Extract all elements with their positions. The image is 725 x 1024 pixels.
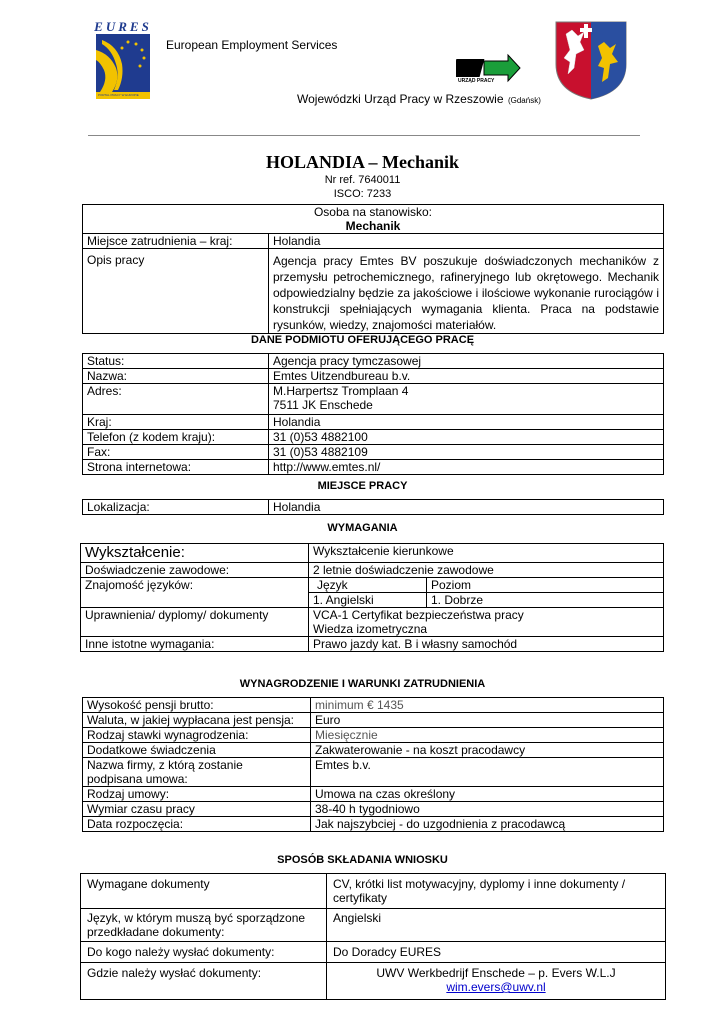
table-row — [81, 608, 664, 637]
name-value: Emtes Uitzendbureau b.v. — [269, 369, 664, 384]
office-name: Wojewódzki Urząd Pracy w Rzeszowie — [297, 92, 504, 106]
experience-value: 2 letnie doświadczenie zawodowe — [309, 563, 664, 578]
location-label: Miejsce zatrudnienia – kraj: — [83, 234, 269, 249]
table-row — [83, 369, 664, 384]
education-value: Wykształcenie kierunkowe — [309, 544, 664, 563]
application-section-title: SPOSÓB SKŁADANIA WNIOSKU — [277, 854, 448, 866]
org-name: European Employment Services — [166, 38, 338, 52]
lang-doc-label — [81, 909, 327, 942]
benefits-value: Zakwaterowanie - na koszt pracodawcy — [311, 743, 664, 758]
certs-label: Uprawnienia/ dyplomy/ dokumenty — [81, 608, 309, 637]
contract-label: Rodzaj umowy: — [83, 787, 311, 802]
where-label: Gdzie należy wysłać dokumenty: — [81, 963, 327, 1000]
address-line2: 7511 JK Enschede — [273, 398, 373, 412]
table-row — [83, 500, 664, 515]
hours-value: 38-40 h tygodniowo — [311, 802, 664, 817]
table-row — [81, 578, 664, 593]
eures-logo-subtitle: PORTAL PRACY W EUROPIE — [98, 93, 139, 97]
table-row — [81, 963, 666, 1000]
hours-label: Wymiar czasu pracy — [83, 802, 311, 817]
salary-section-title: WYNAGRODZENIE I WARUNKI ZATRUDNIENIA — [239, 678, 486, 690]
application-table — [80, 873, 666, 1000]
certs-value — [309, 608, 664, 637]
table-row — [83, 249, 664, 334]
other-label: Inne istotne wymagania: — [81, 637, 309, 652]
start-label: Data rozpoczęcia: — [83, 817, 311, 832]
fax-value: 31 (0)53 4882109 — [269, 445, 664, 460]
svg-text:EURES: EURES — [94, 20, 152, 34]
to-value: Do Doradcy EURES — [327, 942, 666, 963]
currency-label: Waluta, w jakiej wypłacana jest pensja: — [83, 713, 311, 728]
table-row — [83, 205, 664, 234]
urzad-pracy-logo — [456, 53, 522, 87]
position-table — [82, 204, 664, 334]
table-row — [83, 728, 664, 743]
languages-label: Znajomość języków: — [81, 578, 309, 608]
office-line — [297, 90, 541, 108]
table-row — [83, 354, 664, 369]
firm-label — [83, 758, 311, 787]
rate-label: Rodzaj stawki wynagrodzenia: — [83, 728, 311, 743]
to-label: Do kogo należy wysłać dokumenty: — [81, 942, 327, 963]
phone-value: 31 (0)53 4882100 — [269, 430, 664, 445]
desc-value: Agencja pracy Emtes BV poszukuje doświadczonych mechaników z przemysłu petrochemicznego, rafineryjnego lub okrętowego. Mechanik odpowiedzialny będzie za jakościowe i ilościowe wykonanie rurociągów i konstrukcji spełniających wymagania klienta. Praca na podstawie rysunków, wiedzy, znajomości materiałów. — [269, 249, 664, 334]
web-label: Strona internetowa: — [83, 460, 269, 475]
table-row — [81, 563, 664, 578]
table-row — [81, 544, 664, 563]
table-row — [83, 445, 664, 460]
status-label: Status: — [83, 354, 269, 369]
table-row — [83, 430, 664, 445]
address-line1: M.Harpertsz Tromplaan 4 — [273, 384, 409, 398]
firm-value: Emtes b.v. — [311, 758, 664, 787]
level-col-header: Poziom — [427, 578, 664, 593]
table-row — [83, 817, 664, 832]
coat-of-arms — [554, 20, 628, 100]
currency-value: Euro — [311, 713, 664, 728]
address-value — [269, 384, 664, 415]
header-divider — [88, 135, 640, 136]
employer-section-title: DANE PODMIOTU OFERUJĄCEGO PRACĘ — [250, 334, 475, 346]
table-row — [83, 460, 664, 475]
contract-value: Umowa na czas określony — [311, 787, 664, 802]
cert-1: VCA-1 Certyfikat bezpieczeństwa pracy — [313, 608, 524, 622]
table-row — [83, 802, 664, 817]
country-label: Kraj: — [83, 415, 269, 430]
status-value: Agencja pracy tymczasowej — [269, 354, 664, 369]
position-header-label: Osoba na stanowisko: — [313, 205, 433, 219]
web-value: http://www.emtes.nl/ — [269, 460, 664, 475]
table-row — [81, 874, 666, 909]
desc-label: Opis pracy — [83, 249, 269, 334]
country-value: Holandia — [269, 415, 664, 430]
table-row — [83, 743, 664, 758]
lang-doc-label-2: przedkładane dokumenty: — [87, 925, 225, 939]
workplace-label: Lokalizacja: — [83, 500, 269, 515]
urzad-logo-text: URZĄD PRACY — [458, 78, 495, 84]
education-label: Wykształcenie: — [81, 544, 309, 563]
where-value — [327, 963, 666, 1000]
rate-value: Miesięcznie — [311, 728, 664, 743]
docs-value-2: certyfikaty — [333, 891, 388, 905]
table-row — [83, 787, 664, 802]
office-city: (Gdańsk) — [507, 96, 541, 105]
lang-doc-value: Angielski — [327, 909, 666, 942]
address-label: Adres: — [83, 384, 269, 415]
table-row — [83, 234, 664, 249]
other-value: Prawo jazdy kat. B i własny samochód — [309, 637, 664, 652]
eures-logo — [92, 20, 154, 100]
ref-number: Nr ref. 7640011 — [324, 174, 401, 186]
location-value: Holandia — [269, 234, 664, 249]
table-row — [81, 909, 666, 942]
workplace-table — [82, 499, 664, 515]
isco-code: ISCO: 7233 — [333, 188, 392, 200]
table-row — [83, 758, 664, 787]
experience-label: Doświadczenie zawodowe: — [81, 563, 309, 578]
table-row — [83, 713, 664, 728]
table-row — [83, 415, 664, 430]
fax-label: Fax: — [83, 445, 269, 460]
position-header-value: Mechanik — [345, 219, 401, 233]
level-1: 1. Dobrze — [427, 593, 664, 608]
table-row — [81, 942, 666, 963]
firm-label-1: Nazwa firmy, z którą zostanie — [87, 758, 243, 772]
lang-doc-label-1: Język, w którym muszą być sporządzone — [87, 911, 306, 925]
where-value-1: UWV Werkbedrijf Enschede – p. Evers W.L.J — [376, 966, 616, 980]
gross-value: minimum € 1435 — [311, 698, 664, 713]
table-row — [83, 698, 664, 713]
docs-value — [327, 874, 666, 909]
docs-value-1: CV, krótki list motywacyjny, dyplomy i inne dokumenty / — [333, 877, 626, 891]
workplace-value: Holandia — [269, 500, 664, 515]
table-row — [83, 384, 664, 415]
gross-label: Wysokość pensji brutto: — [83, 698, 311, 713]
table-row — [81, 637, 664, 652]
name-label: Nazwa: — [83, 369, 269, 384]
lang-1: 1. Angielski — [309, 593, 427, 608]
page-title: HOLANDIA – Mechanik — [265, 152, 460, 172]
salary-table — [82, 697, 664, 832]
firm-label-2: podpisana umowa: — [87, 772, 188, 786]
start-value: Jak najszybciej - do uzgodnienia z pracodawcą — [311, 817, 664, 832]
requirements-section-title: WYMAGANIA — [327, 522, 398, 534]
phone-label: Telefon (z kodem kraju): — [83, 430, 269, 445]
employer-table — [82, 353, 664, 475]
workplace-section-title: MIEJSCE PRACY — [317, 480, 408, 492]
email-link[interactable]: wim.evers@uwv.nl — [446, 980, 546, 994]
benefits-label: Dodatkowe świadczenia — [83, 743, 311, 758]
docs-label: Wymagane dokumenty — [81, 874, 327, 909]
requirements-table — [80, 543, 664, 652]
cert-2: Wiedza izometryczna — [313, 622, 428, 636]
lang-col-header: Język — [309, 578, 427, 593]
